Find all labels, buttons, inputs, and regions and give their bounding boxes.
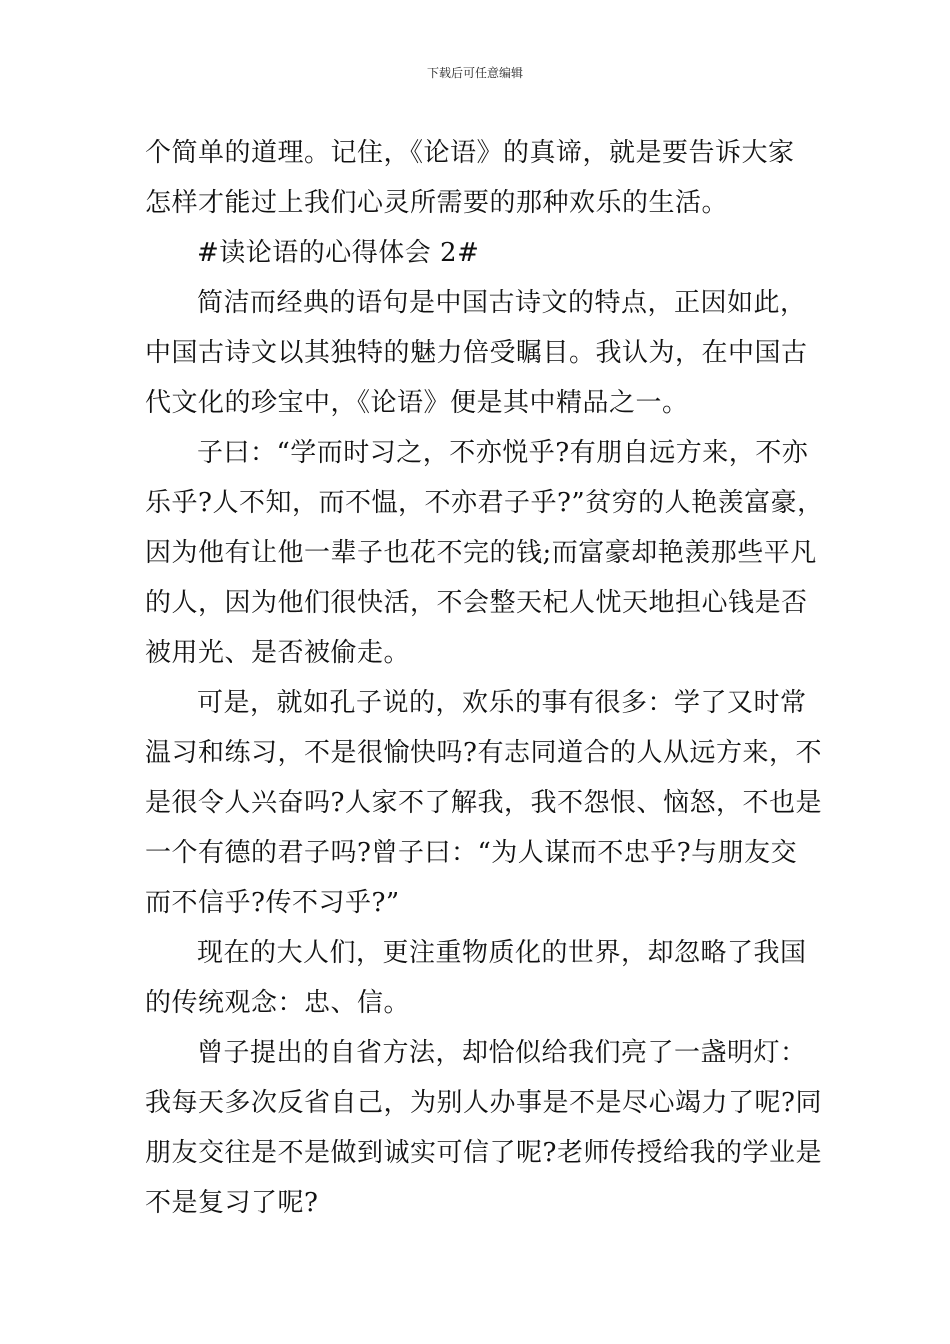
- section-heading: #读论语的心得体会 2#: [197, 238, 480, 268]
- page-header: 下载后可任意编辑: [426, 66, 523, 80]
- text-line: 是很令人兴奋吗?人家不了解我，我不怨恨、恼怒，不也是: [145, 788, 822, 818]
- text-line: 而不信乎?传不习乎?”: [145, 888, 400, 918]
- text-line: 一个有德的君子吗?曾子曰：“为人谋而不忠乎?与朋友交: [145, 838, 798, 868]
- text-line: 个简单的道理。记住，《论语》的真谛，就是要告诉大家: [145, 138, 795, 168]
- text-line: 不是复习了呢?: [145, 1188, 319, 1218]
- text-line: 可是，就如孔子说的，欢乐的事有很多：学了又时常: [197, 688, 807, 718]
- text-line: 被用光、是否被偷走。: [145, 638, 411, 668]
- text-line: 的人，因为他们很快活，不会整天杞人忧天地担心钱是否: [145, 588, 808, 618]
- text-line: 我每天多次反省自己，为别人办事是不是尽心竭力了呢?同: [145, 1088, 822, 1118]
- text-line: 子曰：“学而时习之，不亦悦乎?有朋自远方来，不亦: [197, 438, 809, 468]
- text-line: 代文化的珍宝中，《论语》便是其中精品之一。: [145, 388, 689, 418]
- text-line: 的传统观念：忠、信。: [145, 988, 411, 1018]
- document-body: [145, 128, 824, 1228]
- text-line: 现在的大人们，更注重物质化的世界，却忽略了我国: [197, 938, 807, 968]
- text-line: 曾子提出的自省方法，却恰似给我们亮了一盏明灯：: [197, 1038, 807, 1068]
- text-line: 乐乎?人不知，而不愠，不亦君子乎?”贫穷的人艳羡富豪，: [145, 488, 824, 518]
- text-line: 怎样才能过上我们心灵所需要的那种欢乐的生活。: [145, 188, 729, 218]
- text-line: 因为他有让他一辈子也花不完的钱;而富豪却艳羡那些平凡: [145, 538, 817, 568]
- text-line: 简洁而经典的语句是中国古诗文的特点，正因如此，: [197, 288, 807, 318]
- text-line: 温习和练习，不是很愉快吗?有志同道合的人从远方来，不: [145, 738, 822, 768]
- text-line: 中国古诗文以其独特的魅力倍受瞩目。我认为，在中国古: [145, 338, 808, 368]
- text-line: 朋友交往是不是做到诚实可信了呢?老师传授给我的学业是: [145, 1138, 822, 1168]
